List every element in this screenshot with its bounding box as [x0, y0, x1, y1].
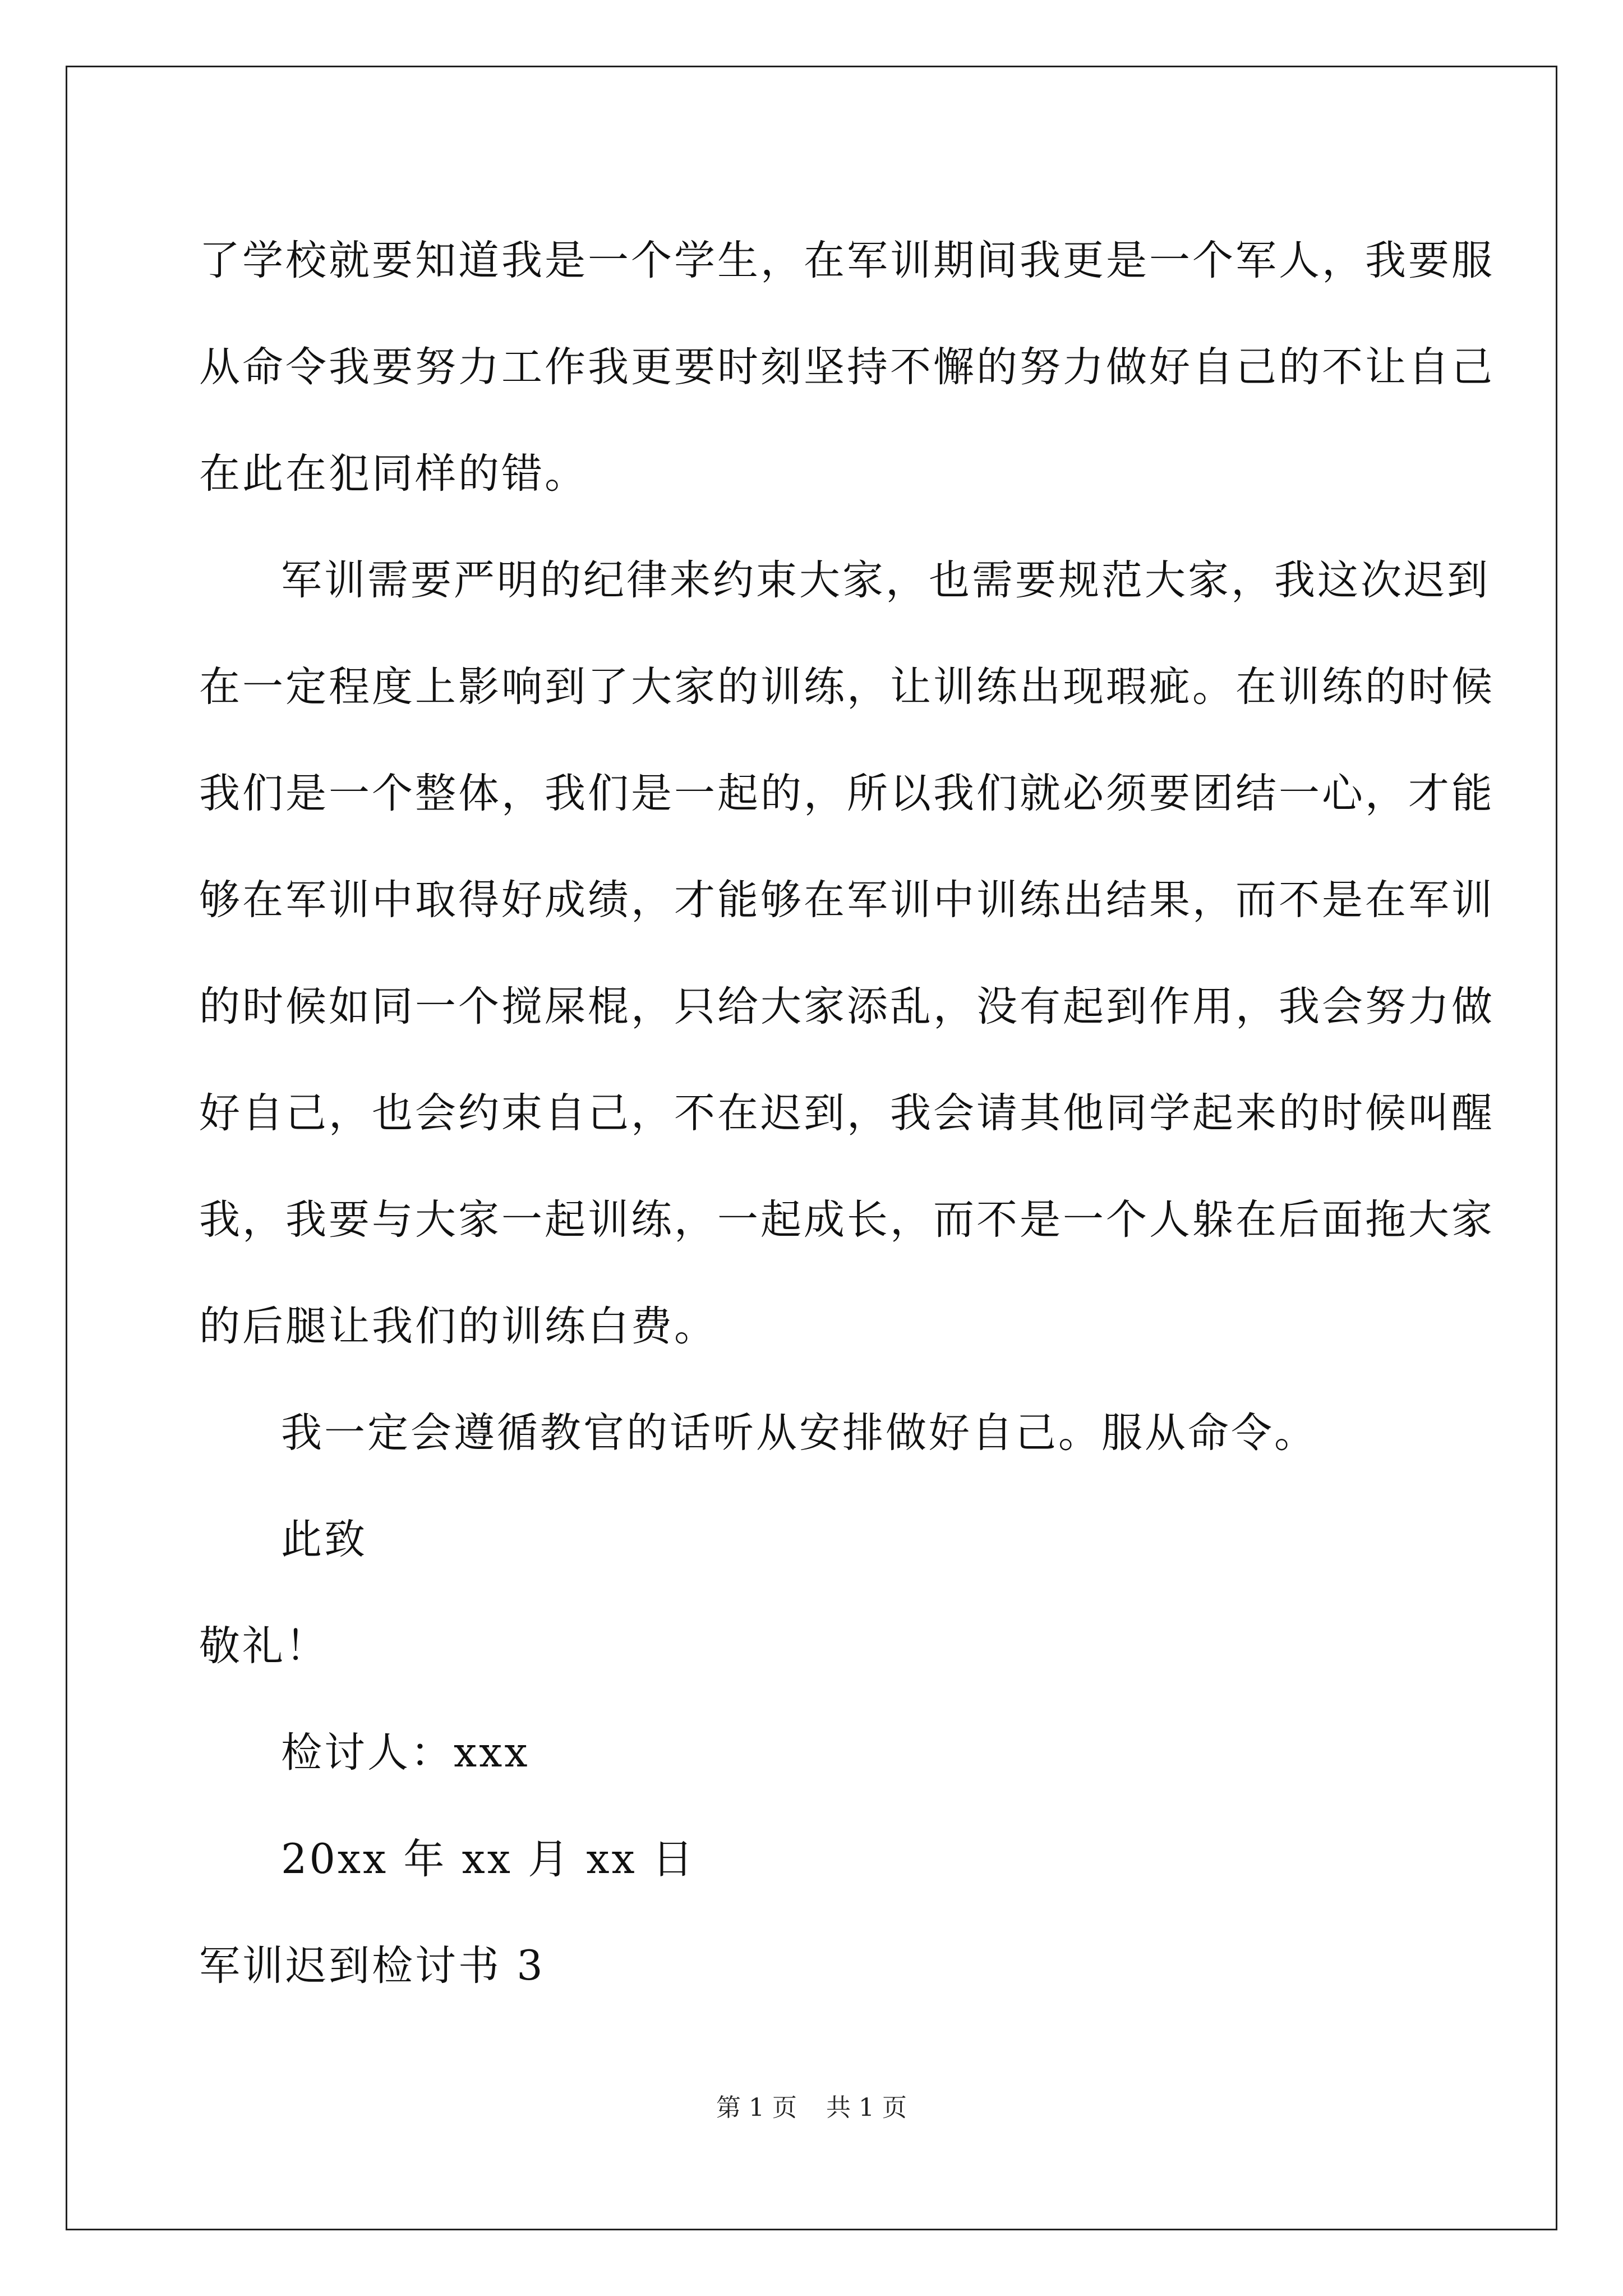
body-line: 好自己，也会约束自己，不在迟到，我会请其他同学起来的时候叫醒	[199, 1089, 1495, 1137]
body-line: 够在军训中取得好成绩，才能够在军训中训练出结果，而不是在军训	[199, 876, 1495, 924]
body-line: 在此在犯同样的错。	[199, 450, 588, 498]
body-line: 从命令我要努力工作我更要时刻坚持不懈的努力做好自己的不让自己	[199, 343, 1495, 391]
body-line: 的后腿让我们的训练白费。	[199, 1303, 717, 1350]
page-number-current: 第 1 页	[716, 2093, 797, 2122]
section-title: 军训迟到检讨书 3	[199, 1942, 545, 1990]
body-line: 了学校就要知道我是一个学生，在军训期间我更是一个军人，我要服	[199, 237, 1495, 284]
closing-regards: 敬礼！	[199, 1622, 329, 1670]
body-line: 在一定程度上影响到了大家的训练，让训练出现瑕疵。在训练的时候	[199, 663, 1495, 711]
paragraph-start-line: 我一定会遵循教官的话听从安排做好自己。服从命令。	[281, 1409, 1317, 1457]
body-line: 我，我要与大家一起训练，一起成长，而不是一个人躲在后面拖大家	[199, 1196, 1495, 1244]
paragraph-start-line: 军训需要严明的纪律来约束大家，也需要规范大家，我这次迟到	[281, 556, 1490, 604]
body-line: 的时候如同一个搅屎棍，只给大家添乱，没有起到作用，我会努力做	[199, 983, 1495, 1030]
closing-salutation: 此致	[281, 1516, 367, 1563]
body-line: 我们是一个整体，我们是一起的，所以我们就必须要团结一心，才能	[199, 770, 1495, 817]
date-line: 20xx 年 xx 月 xx 日	[281, 1835, 695, 1883]
document-body	[199, 208, 1495, 2019]
page-footer	[0, 2091, 1623, 2125]
signature-line: 检讨人：xxx	[281, 1729, 530, 1777]
page-number-total: 共 1 页	[826, 2093, 907, 2122]
